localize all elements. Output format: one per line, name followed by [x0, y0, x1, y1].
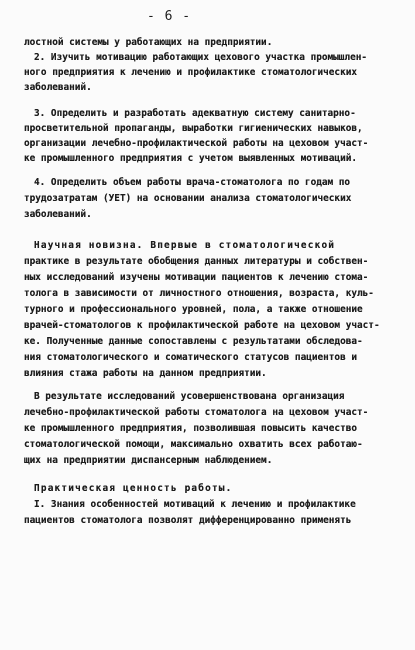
text-line: трудозатратам (УЕТ) на основании анализа стоматологических	[24, 193, 352, 204]
page-number: - 6 -	[147, 9, 192, 24]
text-line: лечебно-профилактической работы стоматолога на цеховом участ-	[24, 407, 369, 418]
text-line: пациентов стоматолога позволят дифференцированно применять	[24, 515, 352, 526]
text-line: организации лечебно-профилактической работы на цеховом участ-	[24, 138, 369, 149]
text-line: ке промышленного предприятия, позволившая повысить качество	[24, 423, 358, 434]
text-line: ных исследований изучены мотивации пациентов к лечению стома-	[24, 272, 369, 283]
text-line: ке промышленного предприятия с учетом выявленных мотиваций.	[24, 153, 358, 164]
section-heading: Научная новизна. Впервые в стоматологической	[34, 240, 336, 251]
text-line: щих на предприятии диспансерным наблюдением.	[24, 455, 273, 466]
text-line: практике в результате обобщения данных литературы и собствен-	[24, 256, 369, 267]
text-line: ного предприятия к лечению и профилактике стоматологических	[24, 67, 358, 78]
text-line: I. Знания особенностей мотиваций к лечению и профилактике	[34, 499, 356, 510]
text-line: В результате исследований усовершенствована организация	[34, 391, 345, 402]
text-line: ния стоматологического и соматического статусов пациентов и	[24, 352, 358, 363]
text-line: лостной системы у работающих на предприятии.	[24, 37, 273, 48]
text-line: турного и профессионального уровней, пола, а также отношение	[24, 304, 363, 315]
text-line: влияния стажа работы на данном предприятии.	[24, 368, 267, 379]
text-line: ке. Полученные данные сопоставлены с результатами обследова-	[24, 336, 363, 347]
text-line: врачей-стоматологов к профилактической работе на цеховом участ-	[24, 320, 380, 331]
text-line: заболеваний.	[24, 209, 92, 220]
text-line: 2. Изучить мотивацию работающих цехового участка промышлен-	[34, 52, 368, 63]
section-heading: Практическая ценность работы.	[34, 483, 233, 494]
text-line: толога в зависимости от личностного отношения, возраста, куль-	[24, 288, 374, 299]
text-line: просветительной пропаганды, выработки гигиенических навыков,	[24, 123, 363, 134]
text-line: 4. Определить объем работы врача-стоматолога по годам по	[34, 177, 351, 188]
text-line: заболеваний.	[24, 82, 92, 93]
text-line: 3. Определить и разработать адекватную систему санитарно-	[34, 108, 356, 119]
text-line: стоматологической помощи, максимально охватить всех работаю-	[24, 439, 363, 450]
